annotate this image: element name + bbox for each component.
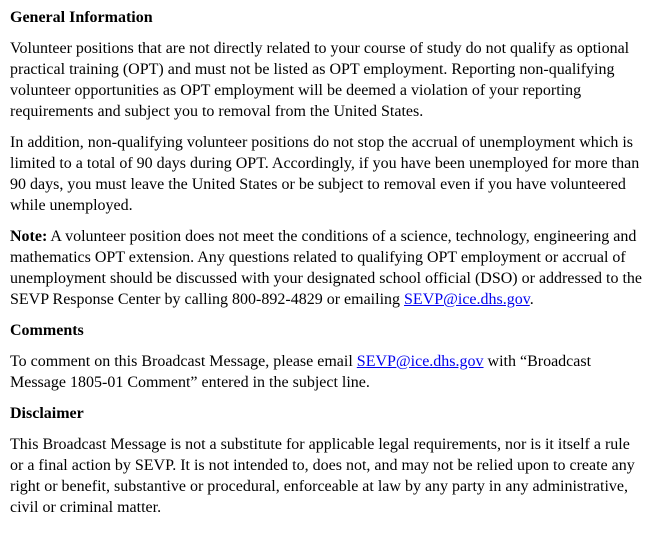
paragraph-how-to-comment — [10, 351, 644, 393]
section-general-information — [10, 7, 644, 310]
text-run: A volunteer position does not meet the conditions of a science, technology, engineering and mathematics OPT extension. Any questions related to qualifying OPT employment or accrual of unemployment should be discussed with your designated school official (DSO) or addressed to the SEVP Response Center by calling 800-892-4829 or emailing — [10, 228, 643, 308]
bold-text-run: Note: — [10, 228, 48, 245]
text-run: In addition, non-qualifying volunteer positions do not stop the accrual of unemployment which is limited to a total of 90 days during OPT. Accordingly, if you have been unemployed for more than 90 days, you must leave the United States or be subject to removal even if you have volunteered while unemployed. — [10, 134, 640, 214]
section-disclaimer — [10, 403, 644, 518]
paragraph-volunteer-positions — [10, 38, 644, 122]
section-heading-general-information: General Information — [10, 9, 153, 26]
section-heading-disclaimer: Disclaimer — [10, 405, 84, 422]
text-run: Volunteer positions that are not directly related to your course of study do not qualify as optional practical training (OPT) and must not be listed as OPT employment. Reporting non-qualifying volunteer opportunities as OPT employment will be deemed a violation of your reporting requirements and subject you to removal from the United States. — [10, 40, 630, 120]
text-run: with “Broadcast Message 1805-01 Comment” entered in the subject line. — [10, 353, 592, 391]
paragraph-unemployment-accrual — [10, 132, 644, 216]
section-comments — [10, 320, 644, 393]
section-heading-comments: Comments — [10, 322, 84, 339]
text-run: To comment on this Broadcast Message, please email — [10, 353, 357, 370]
text-run: . — [529, 291, 534, 308]
paragraph-disclaimer — [10, 434, 644, 518]
paragraph-note — [10, 226, 644, 310]
text-run: This Broadcast Message is not a substitute for applicable legal requirements, nor is it itself a rule or a final action by SEVP. It is not intended to, does not, and may not be relied upon to create any right or benefit, substantive or procedural, enforceable at law by any party in any administrative, civil or criminal matter. — [10, 436, 635, 516]
email-link[interactable]: SEVP@ice.dhs.gov — [356, 353, 484, 370]
email-link[interactable]: SEVP@ice.dhs.gov — [404, 291, 530, 308]
